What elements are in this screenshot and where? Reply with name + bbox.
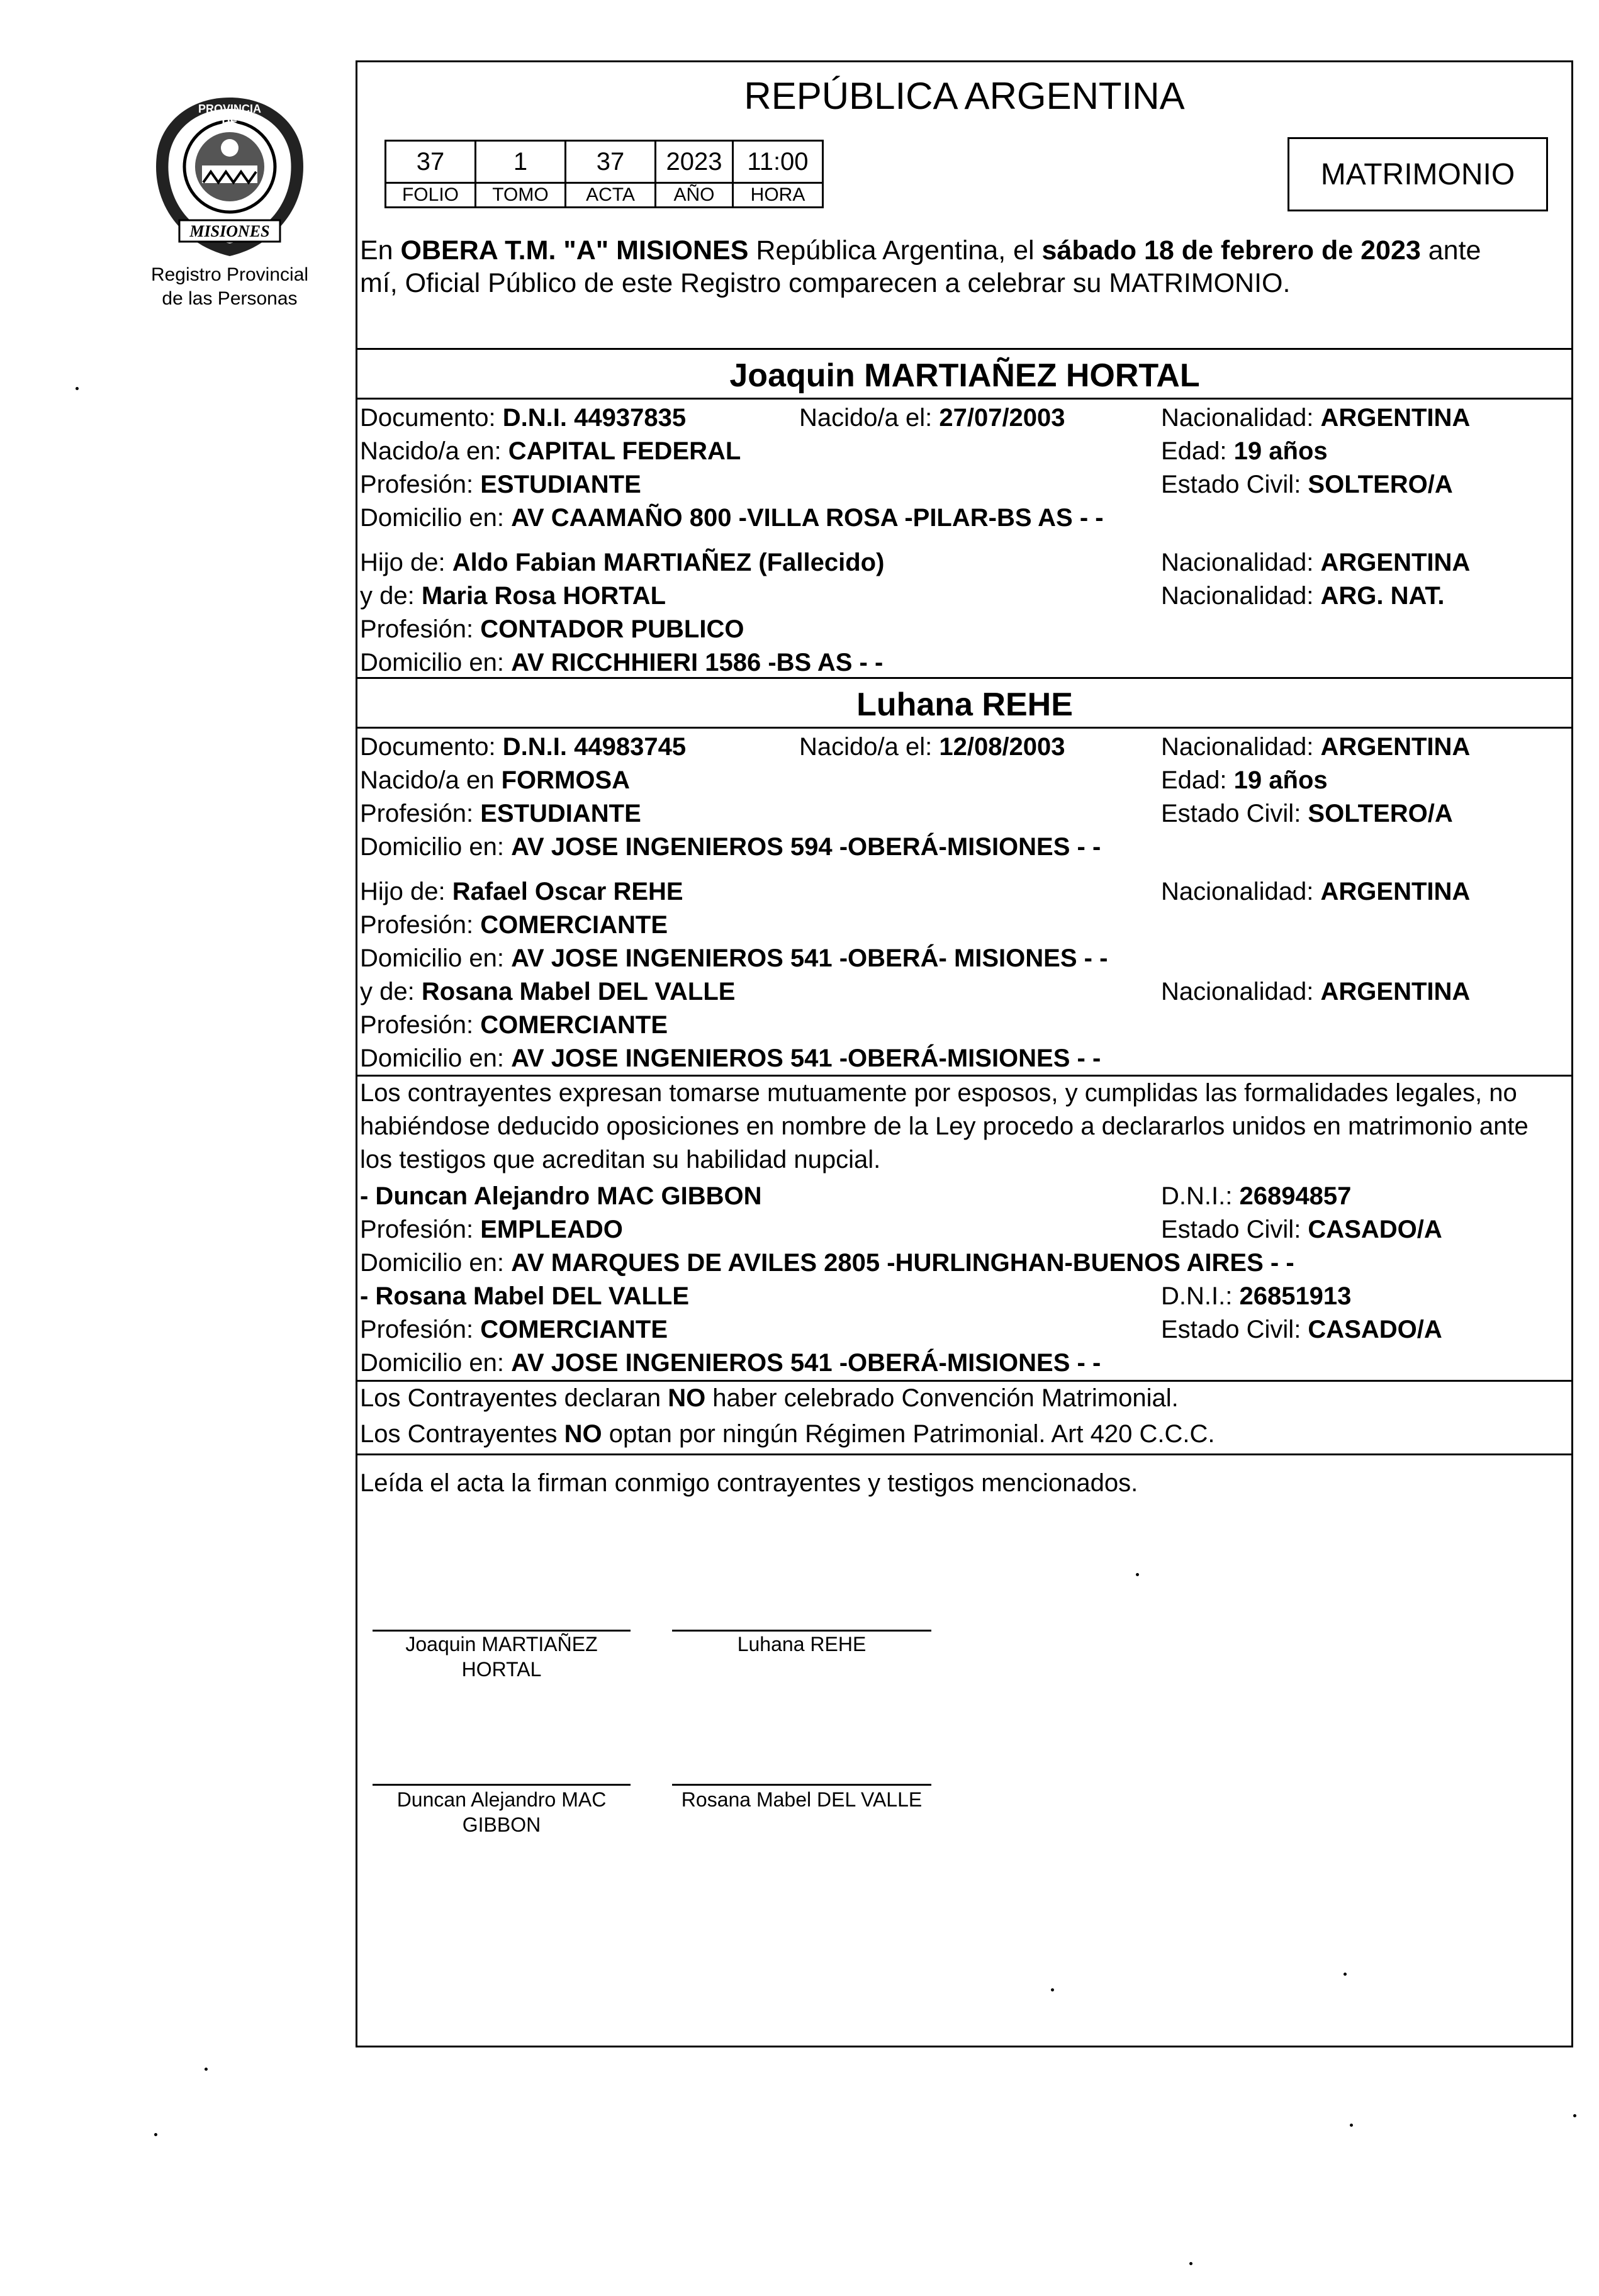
bride-father-address: Domicilio en: AV JOSE INGENIEROS 541 -OBERÁ- MISIONES - - (360, 944, 1108, 972)
bride-father-nationality: Nacionalidad: ARGENTINA (1161, 878, 1471, 905)
witness-2-name: - Rosana Mabel DEL VALLE (360, 1282, 690, 1310)
declaration-line-2: habiéndose deducido oposiciones en nombre de la Ley procedo a declararlos unidos en matrimonio ante (360, 1112, 1529, 1140)
tomo-label: TOMO (476, 183, 566, 208)
bride-mother-profession: Profesión: COMERCIANTE (360, 1011, 668, 1039)
scan-speck (1189, 2262, 1192, 2265)
signature-label-witness-1: Duncan Alejandro MAC GIBBON (396, 1788, 607, 1836)
anio-label: AÑO (656, 183, 733, 208)
seal-caption-line2: de las Personas (162, 288, 298, 309)
bride-profession: Profesión: ESTUDIANTE (360, 800, 641, 827)
divider (356, 727, 1573, 729)
registry-seal (142, 91, 318, 261)
folio-label: FOLIO (386, 183, 476, 208)
bride-mother-nationality: Nacionalidad: ARGENTINA (1161, 978, 1471, 1005)
acta-label: ACTA (566, 183, 656, 208)
bride-age: Edad: 19 años (1161, 766, 1328, 794)
witness-1-dni: D.N.I.: 26894857 (1161, 1182, 1352, 1210)
groom-mother: y de: Maria Rosa HORTAL (360, 582, 666, 610)
groom-age: Edad: 19 años (1161, 437, 1328, 465)
document-title: REPÚBLICA ARGENTINA (744, 75, 1185, 117)
seal-caption (113, 263, 346, 311)
bride-mother: y de: Rosana Mabel DEL VALLE (360, 978, 736, 1005)
bride-father-profession: Profesión: COMERCIANTE (360, 911, 668, 939)
witness-2-civil-status: Estado Civil: CASADO/A (1161, 1316, 1442, 1343)
bride-birthdate: Nacido/a el: 12/08/2003 (799, 733, 1065, 761)
witness-2-address: Domicilio en: AV JOSE INGENIEROS 541 -OBERÁ-MISIONES - - (360, 1349, 1101, 1377)
declaration-line-3: los testigos que acreditan su habilidad nupcial. (360, 1146, 881, 1173)
bride-address: Domicilio en: AV JOSE INGENIEROS 594 -OBERÁ-MISIONES - - (360, 833, 1101, 861)
groom-parents-address: Domicilio en: AV RICCHHIERI 1586 -BS AS - - (360, 649, 884, 676)
groom-nationality: Nacionalidad: ARGENTINA (1161, 404, 1471, 432)
witness-1-name: - Duncan Alejandro MAC GIBBON (360, 1182, 762, 1210)
groom-mother-nationality: Nacionalidad: ARG. NAT. (1161, 582, 1445, 610)
bride-name: Luhana REHE (856, 686, 1073, 723)
scan-speck (1136, 1573, 1139, 1576)
hora-label: HORA (733, 183, 823, 208)
declaration-line-1: Los contrayentes expresan tomarse mutuamente por esposos, y cumplidas las formalidades legales, no (360, 1079, 1517, 1107)
hora-value: 11:00 (733, 141, 823, 183)
intro-place: OBERA T.M. "A" MISIONES (400, 235, 749, 266)
scan-speck (1350, 2124, 1353, 2127)
intro-date: sábado 18 de febrero de 2023 (1041, 235, 1421, 266)
anio-value: 2023 (656, 141, 733, 183)
groom-profession: Profesión: ESTUDIANTE (360, 471, 641, 498)
groom-birthdate: Nacido/a el: 27/07/2003 (799, 404, 1065, 432)
groom-father-nationality: Nacionalidad: ARGENTINA (1161, 549, 1471, 576)
groom-document: Documento: D.N.I. 44937835 (360, 404, 687, 432)
witness-1-profession: Profesión: EMPLEADO (360, 1216, 623, 1243)
groom-father: Hijo de: Aldo Fabian MARTIAÑEZ (Fallecido) (360, 549, 885, 576)
divider (356, 398, 1573, 400)
signature-line-witness-1 (373, 1784, 631, 1786)
record-table (384, 140, 824, 208)
scan-speck (205, 2068, 208, 2071)
bride-father: Hijo de: Rafael Oscar REHE (360, 878, 683, 905)
witness-1-civil-status: Estado Civil: CASADO/A (1161, 1216, 1442, 1243)
convention-line-1: Los Contrayentes declaran NO haber celebrado Convención Matrimonial. (360, 1384, 1179, 1412)
signature-label-witness-2: Rosana Mabel DEL VALLE (681, 1788, 923, 1811)
scan-speck (154, 2133, 157, 2136)
witness-1-address: Domicilio en: AV MARQUES DE AVILES 2805 -HURLINGHAN-BUENOS AIRES - - (360, 1249, 1294, 1277)
signature-label-groom: Joaquin MARTIAÑEZ HORTAL (405, 1633, 598, 1681)
bride-nationality: Nacionalidad: ARGENTINA (1161, 733, 1471, 761)
groom-name: Joaquin MARTIAÑEZ HORTAL (729, 357, 1200, 394)
signature-line-witness-2 (672, 1784, 931, 1786)
scan-speck (76, 387, 79, 390)
divider (356, 348, 1573, 350)
intro-line-1: En OBERA T.M. "A" MISIONES República Argentina, el sábado 18 de febrero de 2023 ante (360, 235, 1481, 266)
groom-birthplace: Nacido/a en: CAPITAL FEDERAL (360, 437, 741, 465)
scan-speck (1051, 1988, 1054, 1991)
witness-2-profession: Profesión: COMERCIANTE (360, 1316, 668, 1343)
divider (356, 1380, 1573, 1382)
scan-speck (1573, 2114, 1576, 2117)
tomo-value: 1 (476, 141, 566, 183)
groom-civil-status: Estado Civil: SOLTERO/A (1161, 471, 1453, 498)
bride-civil-status: Estado Civil: SOLTERO/A (1161, 800, 1453, 827)
seal-caption-line1: Registro Provincial (150, 264, 309, 285)
divider (356, 1075, 1573, 1077)
signature-label-bride: Luhana REHE (737, 1633, 867, 1655)
closing-text: Leída el acta la firman conmigo contrayentes y testigos mencionados. (360, 1469, 1138, 1497)
folio-value: 37 (386, 141, 476, 183)
convention-line-2: Los Contrayentes NO optan por ningún Régimen Patrimonial. Art 420 C.C.C. (360, 1420, 1215, 1448)
intro-line-2: mí, Oficial Público de este Registro comparecen a celebrar su MATRIMONIO. (360, 268, 1291, 298)
bride-birthplace: Nacido/a en FORMOSA (360, 766, 631, 794)
divider (356, 677, 1573, 679)
acta-value: 37 (566, 141, 656, 183)
groom-parents-profession: Profesión: CONTADOR PUBLICO (360, 615, 744, 643)
divider (356, 1453, 1573, 1455)
groom-address: Domicilio en: AV CAAMAÑO 800 -VILLA ROSA -PILAR-BS AS - - (360, 504, 1104, 532)
seal-ring-bottom-text: MISIONES (189, 222, 270, 240)
record-type-box: MATRIMONIO (1288, 137, 1548, 211)
seal-ring-top-text: PROVINCIA DE (198, 103, 261, 128)
witness-2-dni: D.N.I.: 26851913 (1161, 1282, 1352, 1310)
bride-document: Documento: D.N.I. 44983745 (360, 733, 687, 761)
bride-mother-address: Domicilio en: AV JOSE INGENIEROS 541 -OBERÁ-MISIONES - - (360, 1044, 1101, 1072)
scan-speck (1344, 1973, 1347, 1976)
